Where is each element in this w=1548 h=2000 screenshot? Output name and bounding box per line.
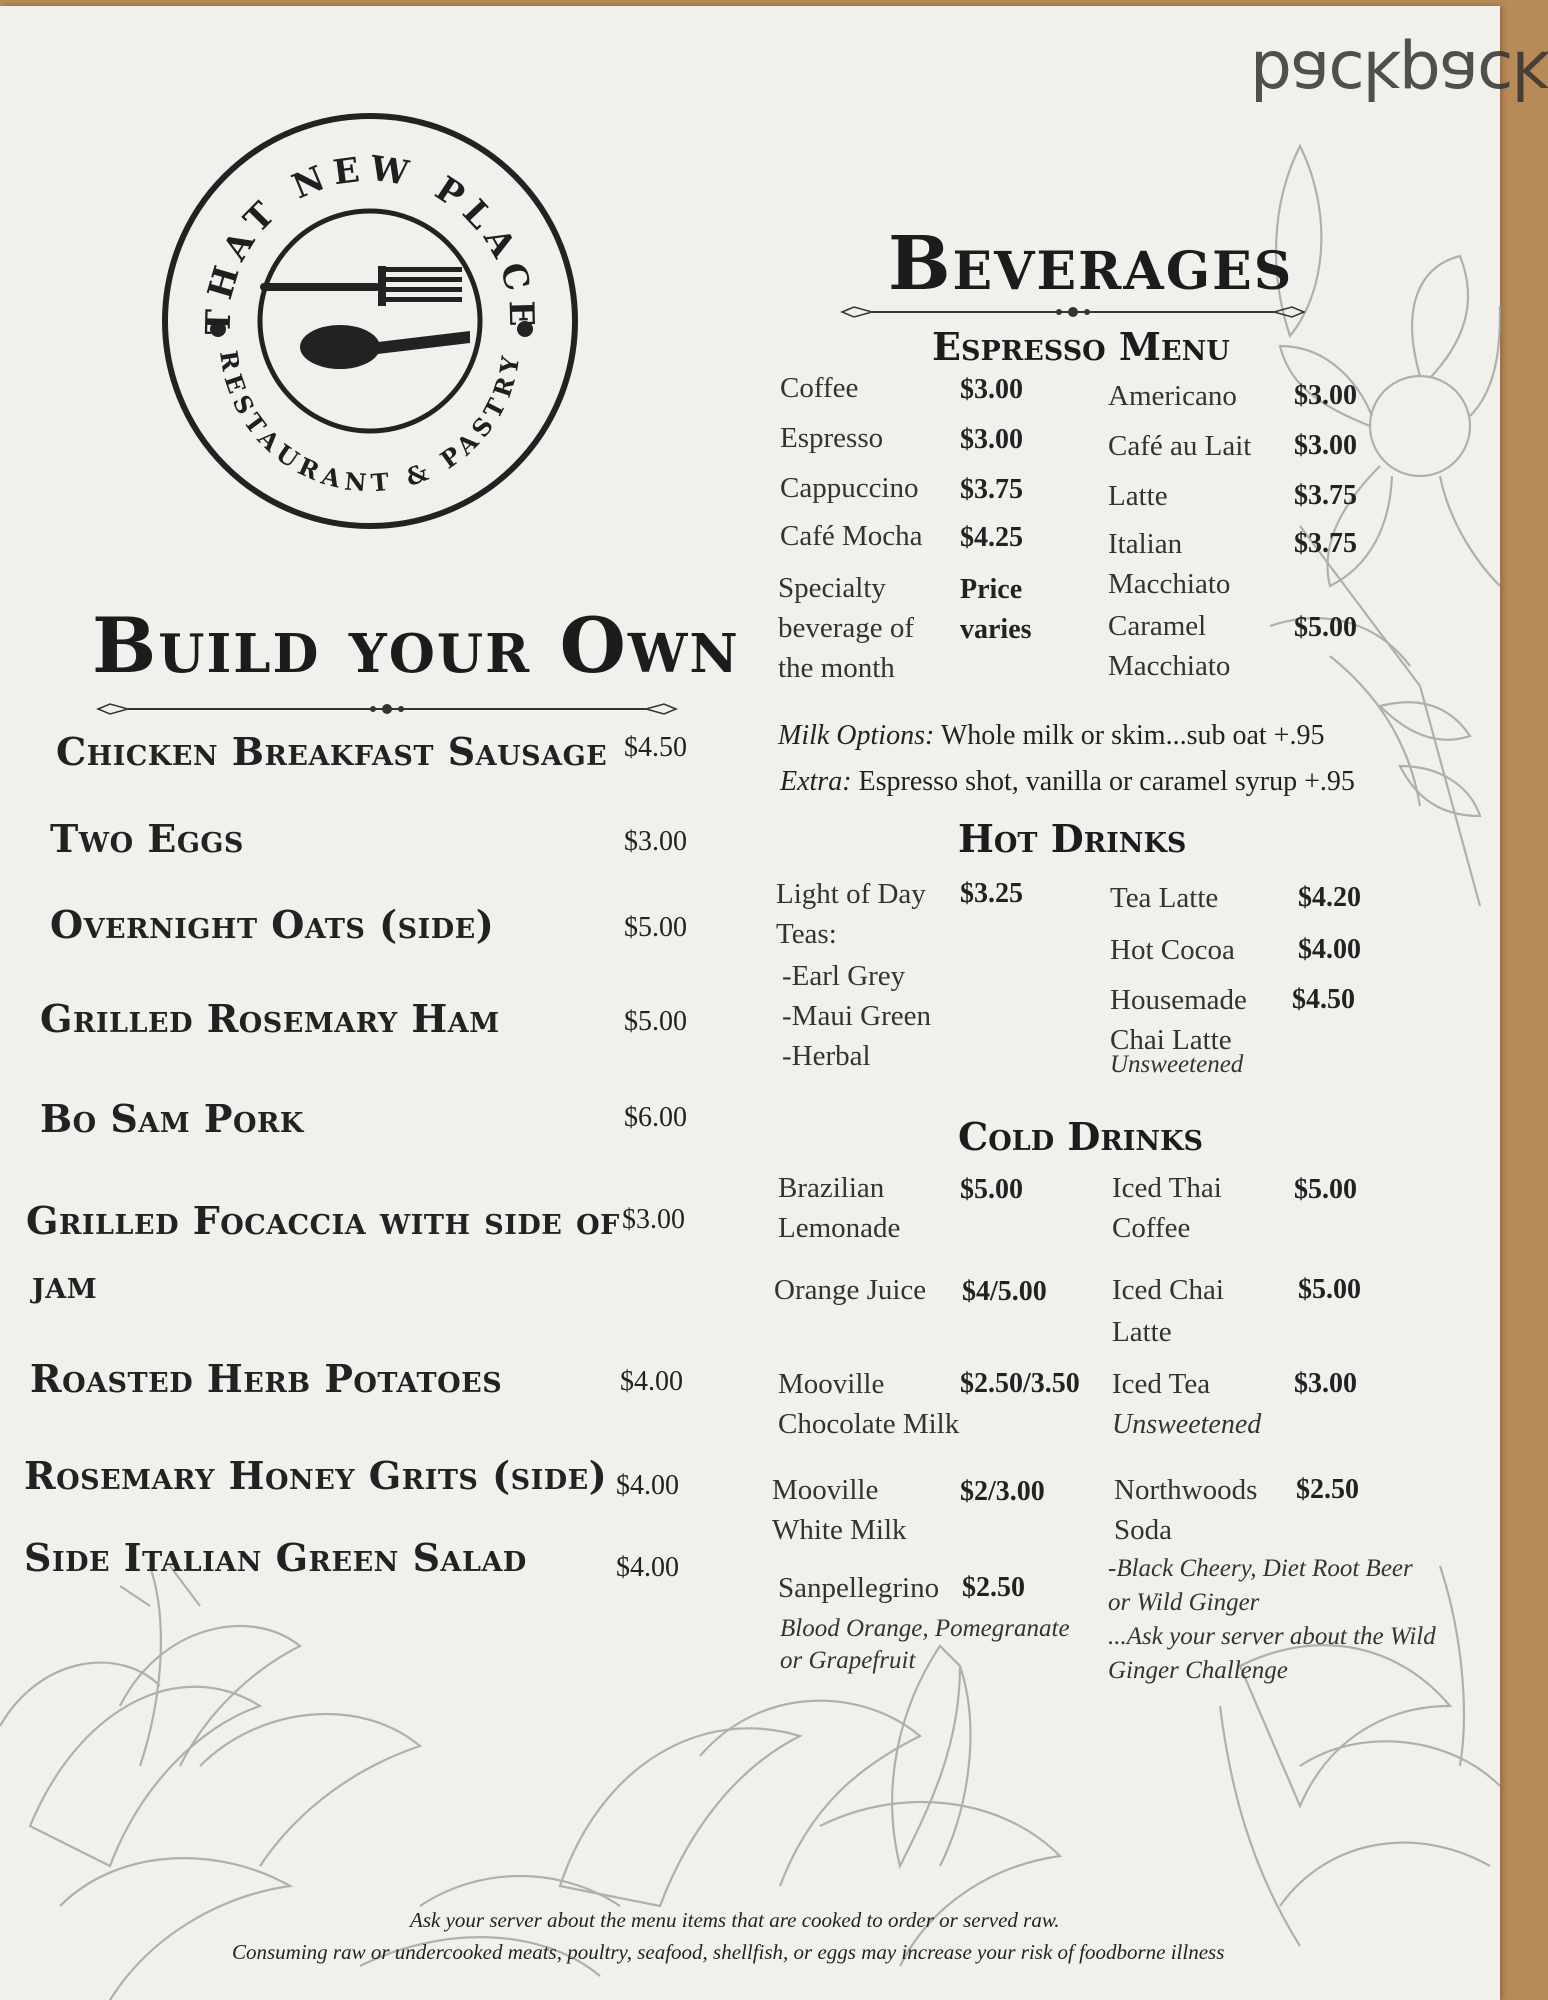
tea-option: -Maui Green (782, 1000, 931, 1032)
build-your-own-title: Build your Own (92, 601, 740, 690)
espresso-item-price: $3.75 (1294, 528, 1357, 559)
hot-item-name: Tea Latte (1110, 882, 1219, 914)
extra-options-label: Extra: (780, 766, 852, 797)
specialty-price: Price (960, 574, 1023, 605)
espresso-item-price: $3.00 (1294, 430, 1357, 461)
fork-icon (260, 266, 462, 306)
cold-item-name: Sanpellegrino (778, 1572, 940, 1604)
menu-page (0, 6, 1548, 2000)
beverages-divider (842, 305, 1304, 319)
espresso-item-price: $3.00 (1294, 380, 1357, 411)
beverages-title: Beverages (888, 221, 1294, 307)
milk-options-label: Milk Options: (778, 720, 935, 751)
tea-name: Light of Day (776, 878, 926, 910)
cold-item-name-continued: Chocolate Milk (778, 1408, 960, 1440)
tea-option: -Earl Grey (782, 960, 906, 992)
cold-item-note: or Wild Ginger (1108, 1589, 1260, 1616)
build-item-name: Two Eggs (50, 816, 244, 861)
milk-options (778, 720, 1324, 752)
espresso-item-name: Latte (1108, 480, 1168, 512)
build-item-price: $5.00 (624, 1006, 687, 1037)
cold-item-name: Northwoods (1114, 1474, 1258, 1506)
handwritten-note: backpack (1250, 36, 1548, 113)
cold-item-price: $5.00 (960, 1174, 1023, 1205)
espresso-item-name-continued: Macchiato (1108, 568, 1231, 600)
build-item-price: $4.00 (616, 1552, 679, 1583)
cold-item-price: $3.00 (1294, 1368, 1357, 1399)
footer-disclaimer-line1: Ask your server about the menu items that are cooked to order or served raw. (410, 1908, 1060, 1932)
build-item-name: Roasted Herb Potatoes (30, 1356, 503, 1401)
build-item-name: Rosemary Honey Grits (side) (24, 1453, 608, 1498)
logo-top-text: THAT NEW PLACE (198, 148, 542, 335)
build-item-name: Grilled Focaccia with side of (26, 1198, 620, 1243)
cold-item-name-continued: Soda (1114, 1514, 1172, 1546)
build-item-price: $4.50 (624, 732, 687, 763)
espresso-item-name: Italian (1108, 528, 1183, 560)
hot-item-name-continued: Chai Latte (1110, 1024, 1232, 1056)
espresso-item-price: $3.75 (1294, 480, 1357, 511)
hot-item-name: Housemade (1110, 984, 1247, 1016)
cold-item-note: or Grapefruit (780, 1647, 916, 1674)
build-item-name: Chicken Breakfast Sausage (56, 729, 608, 774)
cold-item-price: $5.00 (1294, 1174, 1357, 1205)
extra-options-text: Espresso shot, vanilla or caramel syrup +.95 (858, 766, 1355, 797)
espresso-item-name-continued: Macchiato (1108, 650, 1231, 682)
milk-options-text: Whole milk or skim...sub oat +.95 (940, 720, 1325, 751)
espresso-item-price: $3.75 (960, 474, 1023, 505)
cold-item-price: $2.50 (962, 1572, 1025, 1603)
cold-item-price: $2.50/3.50 (960, 1368, 1080, 1399)
specialty-line: the month (778, 652, 895, 684)
cold-item-name: Iced Thai (1112, 1172, 1222, 1204)
cold-item-note: ...Ask your server about the Wild (1108, 1623, 1436, 1650)
espresso-menu-title: Espresso Menu (932, 324, 1230, 369)
cold-item-name: Mooville (778, 1368, 885, 1400)
espresso-item-name: Americano (1108, 380, 1237, 412)
cold-item-name-continued: Lemonade (778, 1212, 901, 1244)
cold-item-note: Blood Orange, Pomegranate (780, 1615, 1070, 1642)
cold-item-price: $2.50 (1296, 1474, 1359, 1505)
cold-item-price: $2/3.00 (960, 1476, 1045, 1507)
espresso-item-name: Espresso (780, 422, 884, 454)
tea-option: -Herbal (782, 1040, 871, 1072)
tea-price: $3.25 (960, 878, 1023, 909)
build-item-price: $3.00 (622, 1204, 685, 1235)
espresso-item-price: $3.00 (960, 424, 1023, 455)
hot-item-price: $4.00 (1298, 934, 1361, 965)
footer-disclaimer-line2: Consuming raw or undercooked meats, poultry, seafood, shellfish, or eggs may increase your risk of foodborne illness (232, 1940, 1225, 1964)
espresso-item-name: Café Mocha (780, 520, 923, 552)
cold-item-note: Unsweetened (1112, 1409, 1262, 1440)
espresso-item-price: $3.00 (960, 374, 1023, 405)
espresso-item-name: Cappuccino (780, 472, 919, 504)
cold-drinks-title: Cold Drinks (958, 1114, 1204, 1159)
build-item-price: $6.00 (624, 1102, 687, 1133)
cold-item-name-continued: White Milk (772, 1514, 907, 1546)
espresso-item-name: Coffee (780, 372, 859, 404)
hot-item-price: $4.20 (1298, 882, 1361, 913)
restaurant-logo (160, 111, 580, 531)
cold-item-name: Iced Tea (1112, 1368, 1211, 1400)
espresso-item-price: $4.25 (960, 522, 1023, 553)
build-item-name-continued: jam (32, 1262, 98, 1307)
espresso-item-price: $5.00 (1294, 612, 1357, 643)
cold-item-name-continued: Latte (1112, 1316, 1172, 1348)
build-item-name: Bo Sam Pork (40, 1096, 304, 1141)
cold-item-price: $4/5.00 (962, 1276, 1047, 1307)
build-item-name: Grilled Rosemary Ham (40, 996, 500, 1041)
cold-item-name: Iced Chai (1112, 1274, 1224, 1306)
build-item-price: $3.00 (624, 826, 687, 857)
build-item-price: $4.00 (620, 1366, 683, 1397)
specialty-line: Specialty (778, 572, 886, 604)
hot-drinks-title: Hot Drinks (958, 816, 1187, 861)
extra-options (780, 766, 1355, 798)
cold-item-price: $5.00 (1298, 1274, 1361, 1305)
cold-item-name: Brazilian (778, 1172, 885, 1204)
hot-item-note: Unsweetened (1110, 1051, 1244, 1078)
cold-item-name-continued: Coffee (1112, 1212, 1191, 1244)
specialty-price: varies (960, 614, 1032, 645)
tea-name: Teas: (776, 918, 837, 950)
build-item-price: $4.00 (616, 1470, 679, 1501)
build-item-name: Side Italian Green Salad (24, 1535, 527, 1580)
hot-item-name: Hot Cocoa (1110, 934, 1235, 966)
build-divider (98, 702, 676, 716)
espresso-item-name: Caramel (1108, 610, 1207, 642)
cold-item-name: Mooville (772, 1474, 879, 1506)
cold-item-name: Orange Juice (774, 1274, 927, 1306)
specialty-line: beverage of (778, 612, 915, 644)
spoon-icon (300, 325, 470, 369)
logo-bottom-text: RESTAURANT & PASTRY (213, 348, 526, 498)
hot-item-price: $4.50 (1292, 984, 1355, 1015)
build-item-name: Overnight Oats (side) (50, 902, 495, 947)
build-item-price: $5.00 (624, 912, 687, 943)
cold-item-note: -Black Cheery, Diet Root Beer (1108, 1555, 1413, 1582)
espresso-item-name: Café au Lait (1108, 430, 1252, 462)
cold-item-note: Ginger Challenge (1108, 1657, 1288, 1684)
